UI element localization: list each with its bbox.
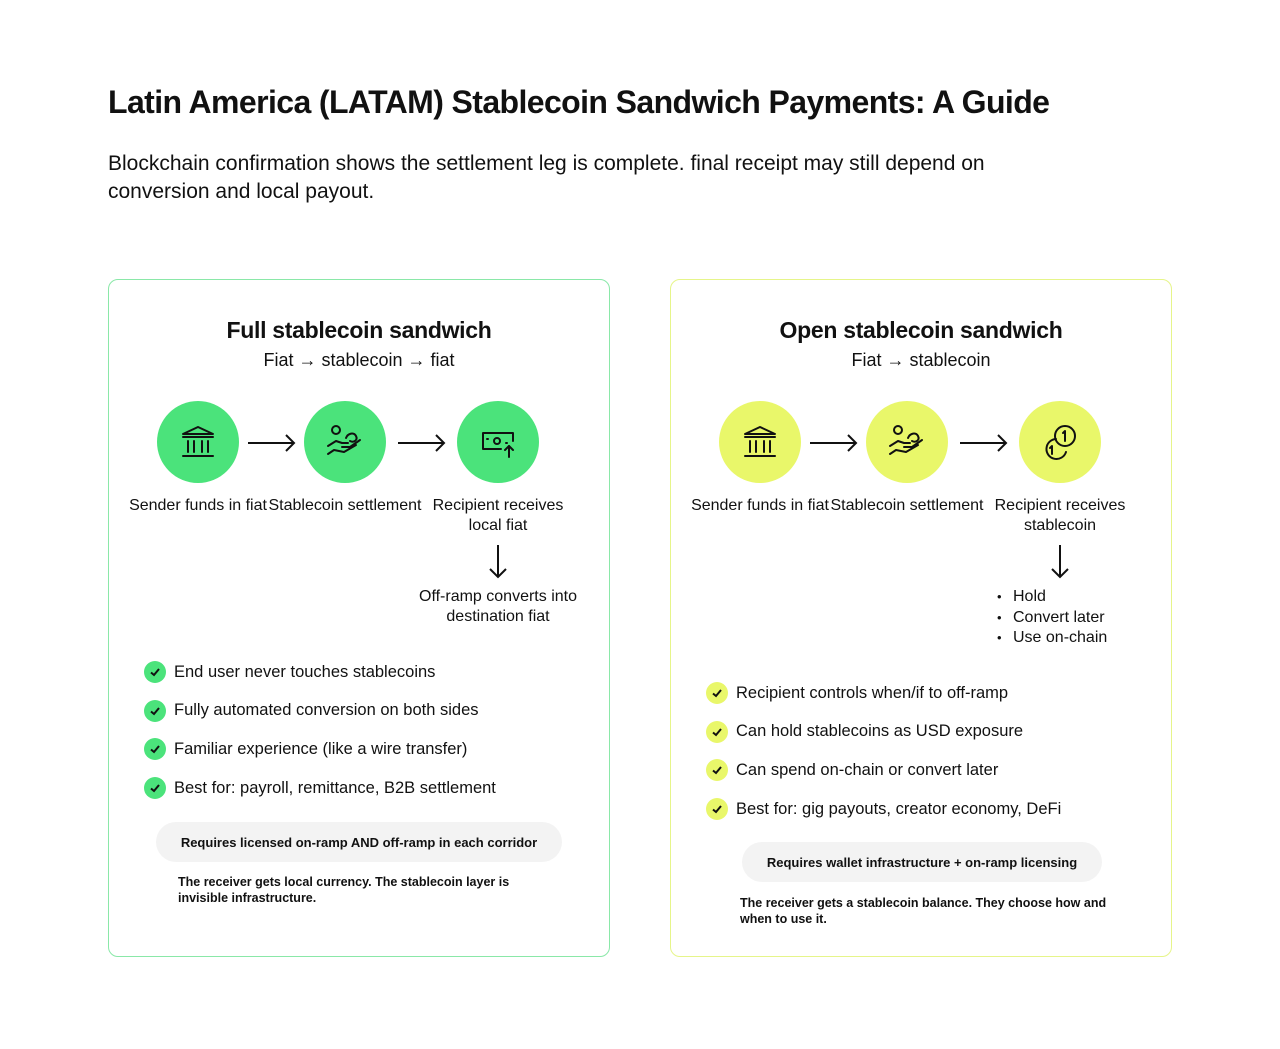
feature-text: Can spend on-chain or convert later [736, 760, 999, 779]
arrow-right-icon [397, 432, 447, 454]
step-label: Sender funds in fiat [691, 497, 829, 514]
step-label: Stablecoin settlement [268, 497, 422, 514]
requirement-pill: Requires wallet infrastructure + on-ramp licensing [742, 842, 1102, 882]
option-item: • Hold [997, 587, 1107, 608]
card-flow: Fiat → stablecoin → fiat [263, 350, 455, 370]
feature-text: Familiar experience (like a wire transfer) [174, 739, 468, 758]
coins-icon [1019, 401, 1101, 483]
offramp-label: Off-ramp converts into destination fiat [419, 588, 577, 625]
feature-list [144, 661, 496, 816]
option-item: • Use on-chain [997, 628, 1107, 649]
feature-item [144, 777, 496, 799]
card-title: Open stablecoin sandwich [779, 317, 1063, 343]
check-icon [144, 661, 166, 683]
feature-item [706, 798, 1061, 820]
arrow-right-icon [809, 432, 859, 454]
full-sandwich-card [108, 279, 610, 957]
step-label: Stablecoin settlement [830, 497, 984, 514]
page-subtitle: Blockchain confirmation shows the settlement leg is complete. final receipt may still depend on conversion and local payout. [108, 152, 985, 203]
arrow-right-icon [247, 432, 297, 454]
feature-item [144, 661, 496, 683]
feature-item [706, 682, 1061, 704]
check-icon [144, 700, 166, 722]
requirement-pill: Requires licensed on-ramp AND off-ramp in each corridor [156, 822, 562, 862]
check-icon [706, 798, 728, 820]
check-icon [144, 777, 166, 799]
arrow-down-icon [1050, 544, 1070, 580]
feature-text: Fully automated conversion on both sides [174, 701, 479, 720]
step-label: Recipient receives local fiat [432, 497, 564, 534]
check-icon [144, 738, 166, 760]
check-icon [706, 759, 728, 781]
feature-item [144, 738, 496, 760]
card-title: Full stablecoin sandwich [226, 317, 492, 343]
feature-text: End user never touches stablecoins [174, 662, 436, 681]
feature-item [706, 759, 1061, 781]
feature-item [706, 721, 1061, 743]
hand-coin-icon [304, 401, 386, 483]
card-note: The receiver gets a stablecoin balance. They choose how and when to use it. [740, 896, 1107, 926]
step-label: Recipient receives stablecoin [994, 497, 1126, 534]
check-icon [706, 721, 728, 743]
step-label: Sender funds in fiat [129, 497, 267, 514]
cash-receive-icon [457, 401, 539, 483]
arrow-right-icon [959, 432, 1009, 454]
open-sandwich-card [670, 279, 1172, 957]
bank-icon [719, 401, 801, 483]
feature-item [144, 700, 496, 722]
hand-coin-icon [866, 401, 948, 483]
option-item: • Convert later [997, 608, 1107, 629]
page-title: Latin America (LATAM) Stablecoin Sandwich Payments: A Guide [108, 84, 1050, 120]
arrow-down-icon [488, 544, 508, 580]
card-flow: Fiat → stablecoin [851, 350, 991, 370]
check-icon [706, 682, 728, 704]
feature-text: Can hold stablecoins as USD exposure [736, 722, 1024, 741]
feature-text: Best for: gig payouts, creator economy, DeFi [736, 799, 1062, 818]
feature-text: Best for: payroll, remittance, B2B settlement [174, 778, 496, 797]
feature-list [706, 682, 1061, 837]
feature-text: Recipient controls when/if to off-ramp [736, 683, 1009, 702]
card-note: The receiver gets local currency. The stablecoin layer is invisible infrastructure. [178, 875, 510, 905]
option-list [997, 587, 1107, 649]
bank-icon [157, 401, 239, 483]
